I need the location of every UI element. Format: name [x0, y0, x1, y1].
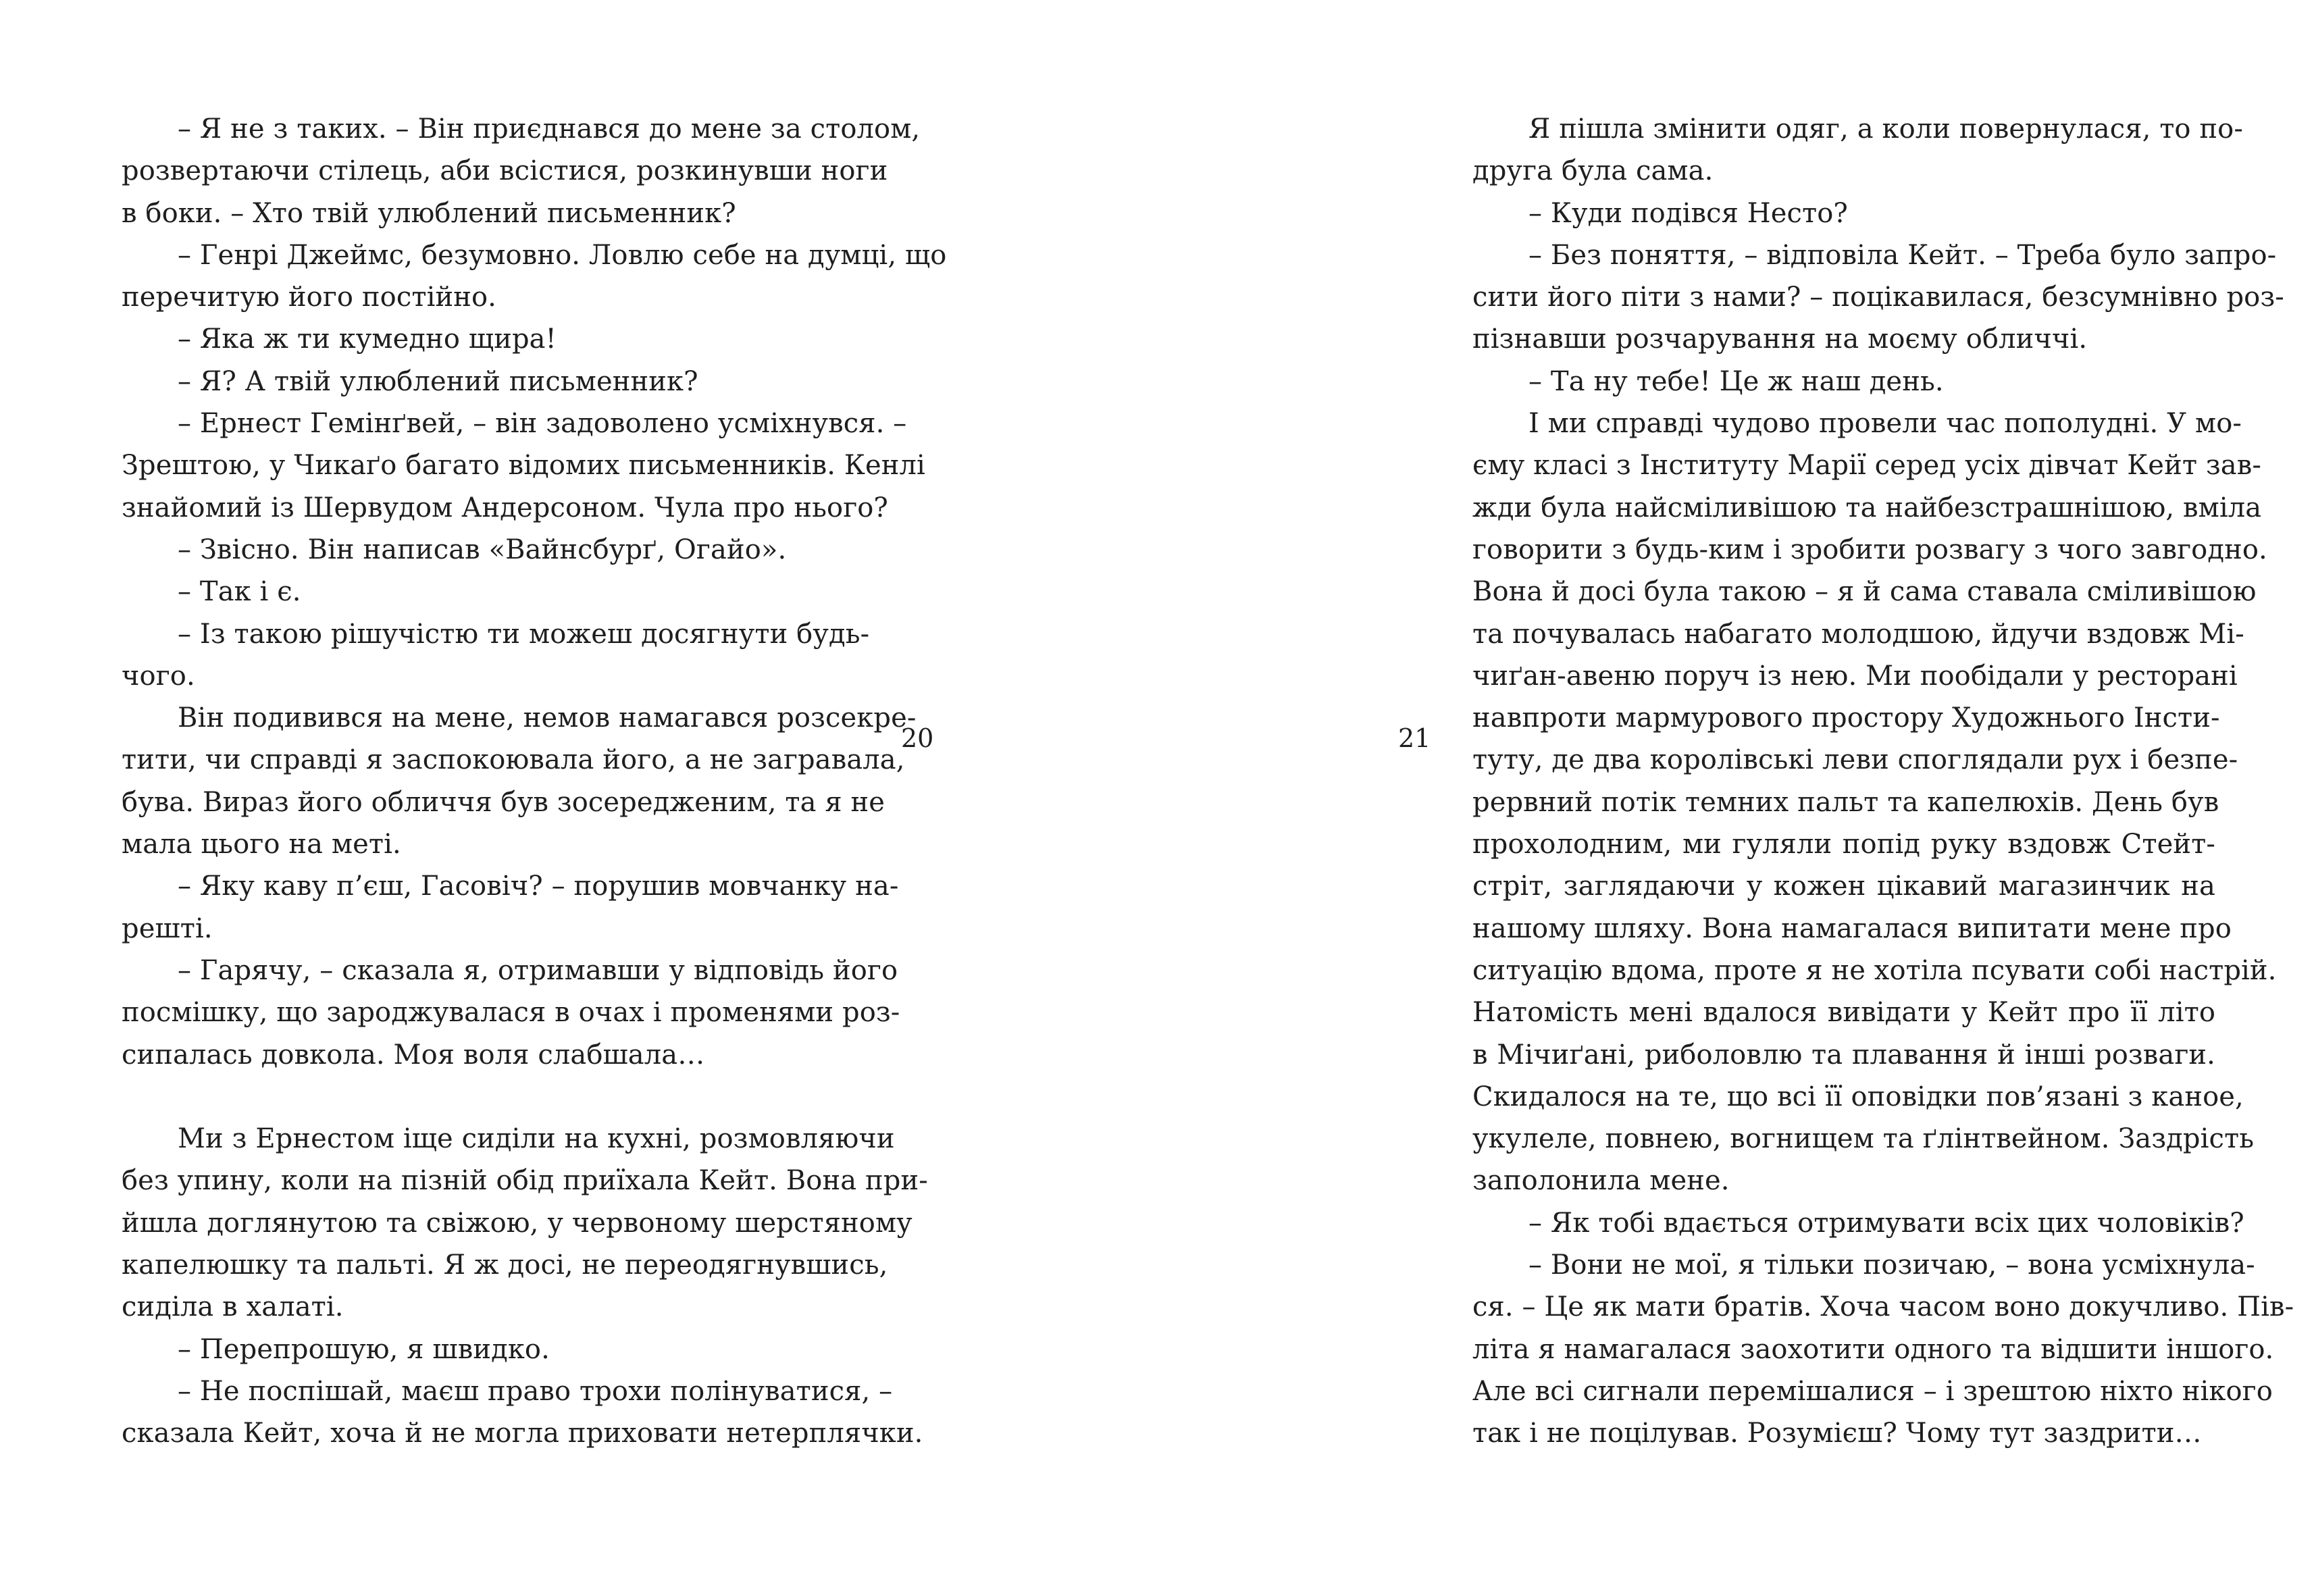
text-line: – Яка ж ти кумедно щира! — [178, 324, 557, 355]
text-line: сити його піти з нами? – поцікавилася, безсумнівно роз- — [1472, 282, 2284, 313]
text-line: – Ернест Гемінґвей, – він задоволено усміхнувся. – — [178, 408, 907, 440]
text-line: бува. Вираз його обличчя був зосередженим, та я не — [122, 786, 885, 818]
page-number-right: 21 — [1398, 723, 1431, 753]
text-line: решті. — [122, 912, 213, 944]
text-line: сказала Кейт, хоча й не могла приховати нетерплячки. — [122, 1418, 923, 1449]
text-line: – Звісно. Він написав «Вайнсбурґ, Огайо». — [178, 534, 787, 565]
text-line: – Гарячу, – сказала я, отримавши у відповідь його — [178, 954, 898, 986]
blank-line — [122, 1076, 865, 1118]
text-line: та почувалась набагато молодшою, йдучи вздовж Мі- — [1472, 618, 2244, 650]
text-line: прохолодним, ми гуляли попід руку вздовж Стейт- — [1472, 829, 2215, 860]
text-line: заполонила мене. — [1472, 1165, 1730, 1197]
text-line: Натомість мені вдалося вивідати у Кейт про її літо — [1472, 997, 2215, 1029]
text-line: Скидалося на те, що всі її оповідки пов’язані з каное, — [1472, 1081, 2244, 1112]
text-line: чого. — [122, 660, 195, 692]
text-line: ся. – Це як мати братів. Хоча часом воно докучливо. Пів- — [1472, 1291, 2294, 1323]
text-line: Я пішла змінити одяг, а коли повернулася, то по- — [1528, 113, 2243, 145]
text-line: в Мічиґані, риболовлю та плавання й інші розваги. — [1472, 1039, 2215, 1071]
text-line: Зрештою, у Чикаґо багато відомих письменників. Кенлі — [122, 450, 925, 482]
text-line: єму класі з Інституту Марії серед усіх дівчат Кейт зав- — [1472, 450, 2261, 482]
text-line: – Я не з таких. – Він приєднався до мене за столом, — [178, 113, 921, 145]
text-line: – Куди подівся Несто? — [1528, 197, 1848, 229]
text-line: жди була найсміливішою та найбезстрашнішою, вміла — [1472, 492, 2262, 523]
text-line: – Я? А твій улюблений письменник? — [178, 365, 698, 397]
text-line: Він подивився на мене, немов намагався розсекре- — [178, 702, 917, 734]
text-line: – Не поспішай, маєш право трохи полінуватися, – — [178, 1375, 893, 1407]
text-line: ситуацію вдома, проте я не хотіла псувати собі настрій. — [1472, 954, 2277, 986]
text-line: без упину, коли на пізній обід приїхала Кейт. Вона при- — [122, 1165, 928, 1197]
text-line: мала цього на меті. — [122, 829, 401, 860]
text-line: туту, де два королівські леви споглядали рух і безпе- — [1472, 744, 2238, 776]
text-line: посмішку, що зароджувалася в очах і променями роз- — [122, 997, 900, 1029]
text-line: нашому шляху. Вона намагалася випитати мене про — [1472, 912, 2232, 944]
text-line: Вона й досі була такою – я й сама ставала сміливішою — [1472, 576, 2257, 608]
text-line: в боки. – Хто твій улюблений письменник? — [122, 197, 736, 229]
text-line: І ми справді чудово провели час пополудні. У мо- — [1528, 408, 2242, 440]
text-line: чиґан-авеню поруч із нею. Ми пообідали у ресторані — [1472, 660, 2238, 692]
text-line: – Генрі Джеймс, безумовно. Ловлю себе на думці, що — [178, 239, 947, 271]
right-page-text — [1472, 108, 2294, 1455]
text-line: розвертаючи стілець, аби всістися, розкинувши ноги — [122, 155, 888, 187]
text-line: літа я намагалася заохотити одного та відшити іншого. — [1472, 1333, 2274, 1365]
text-line: пізнавши розчарування на моєму обличчі. — [1472, 324, 2088, 355]
text-line: Ми з Ернестом іще сиділи на кухні, розмовляючи — [178, 1123, 895, 1155]
text-line: стріт, заглядаючи у кожен цікавий магазинчик на — [1472, 871, 2215, 902]
text-line: друга була сама. — [1472, 155, 1714, 187]
text-line: навпроти мармурового простору Художнього Інсти- — [1472, 702, 2220, 734]
text-line: йшла доглянутою та свіжою, у червоному шерстяному — [122, 1207, 912, 1239]
text-line: говорити з будь-ким і зробити розвагу з чого завгодно. — [1472, 534, 2267, 565]
text-line: знайомий із Шервудом Андерсоном. Чула про нього? — [122, 492, 888, 523]
text-line: так і не поцілував. Розумієш? Чому тут заздрити… — [1472, 1418, 2202, 1449]
text-line: – Без поняття, – відповіла Кейт. – Треба було запро- — [1528, 239, 2277, 271]
text-line: укулеле, повнею, вогнищем та ґлінтвейном. Заздрість — [1472, 1123, 2255, 1155]
text-line: – Як тобі вдається отримувати всіх цих чоловіків? — [1528, 1207, 2244, 1239]
text-line: – Так і є. — [178, 576, 301, 608]
text-line: – Та ну тебе! Це ж наш день. — [1528, 365, 1944, 397]
text-line: – Вони не мої, я тільки позичаю, – вона усміхнула- — [1528, 1250, 2255, 1281]
text-line: – Перепрошую, я швидко. — [178, 1333, 550, 1365]
text-line: – Із такою рішучістю ти можеш досягнути будь- — [178, 618, 870, 650]
text-line: тити, чи справді я заспокоювала його, а не загравала, — [122, 744, 905, 776]
text-line: сиділа в халаті. — [122, 1291, 344, 1323]
text-line: капелюшку та пальті. Я ж досі, не переодягнувшись, — [122, 1250, 888, 1281]
text-line: перечитую його постійно. — [122, 282, 496, 313]
text-line: – Яку каву п’єш, Гасовіч? – порушив мовчанку на- — [178, 871, 899, 902]
text-line: сипалась довкола. Моя воля слабшала… — [122, 1039, 705, 1071]
page-number-left: 20 — [901, 723, 934, 753]
text-line: рервний потік темних пальт та капелюхів. День був — [1472, 786, 2219, 818]
text-line: Але всі сигнали перемішалися – і зрештою ніхто нікого — [1472, 1375, 2273, 1407]
